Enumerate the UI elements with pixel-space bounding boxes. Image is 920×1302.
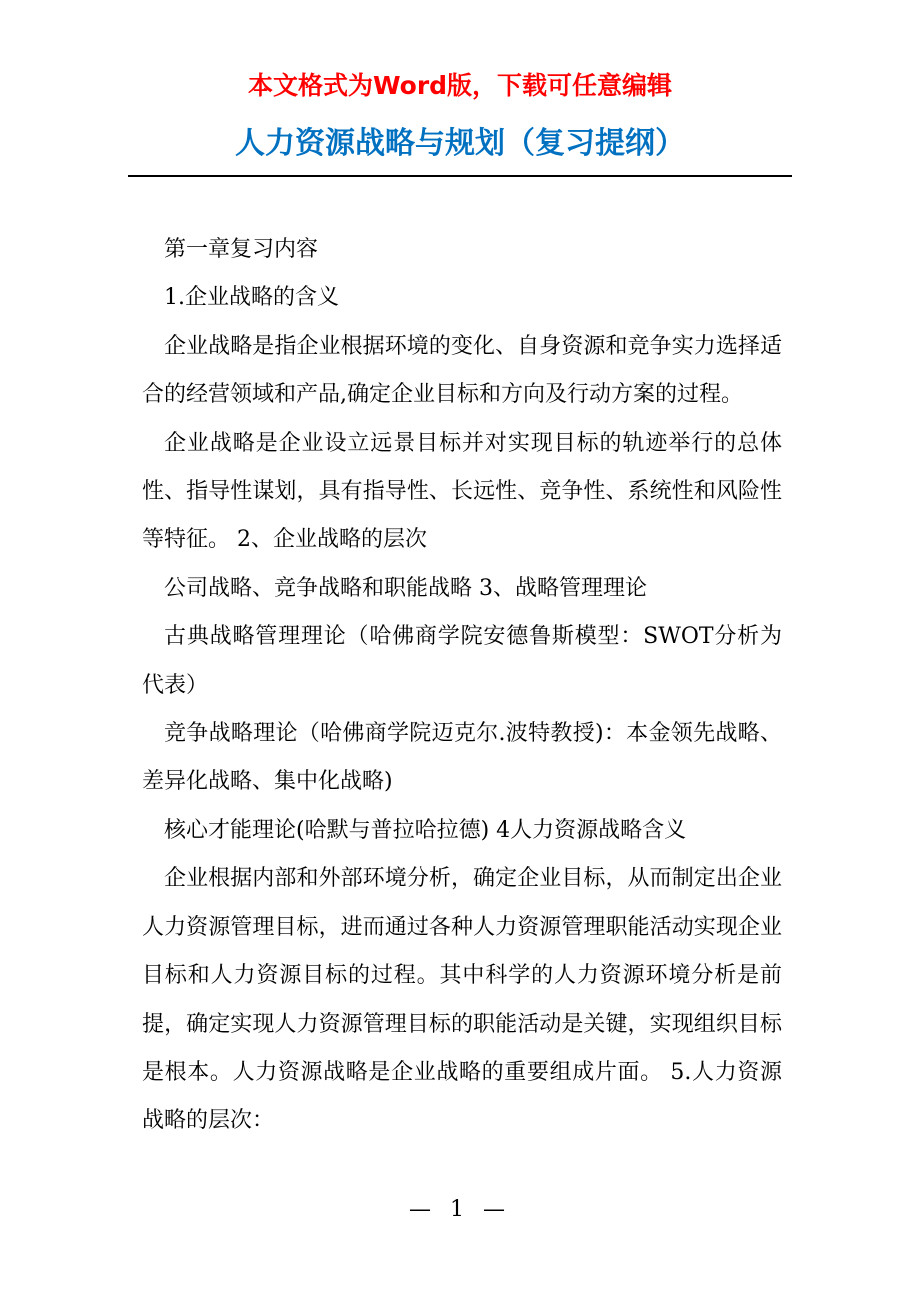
- title-divider: [128, 175, 792, 177]
- document-title: 人力资源战略与规划（复习提纲）: [235, 126, 685, 161]
- paragraph: 企业战略是指企业根据环境的变化、自身资源和竞争实力选择适合的经营领域和产品,确定企业目标和方向及行动方案的过程。: [142, 333, 782, 408]
- paragraph: 公司战略、竞争战略和职能战略 3、战略管理理论: [164, 575, 647, 601]
- paragraph: 企业根据内部和外部环境分析，确定企业目标，从而制定出企业人力资源管理目标，进而通过各种人力资源管理职能活动实现企业目标和人力资源目标的过程。其中科学的人力资源环境分析是前提，确定实现人力资源管理目标的职能活动是关键，实现组织目标是根本。人力资源战略是企业战略的重要组成片面。 5.人力资源战略的层次：: [142, 866, 782, 1134]
- document-body: [142, 226, 782, 1146]
- paragraph: 竞争战略理论（哈佛商学院迈克尔.波特教授)：本金领先战略、差异化战略、集中化战略): [142, 721, 782, 795]
- page-number: — 1 —: [409, 1197, 511, 1222]
- section-heading: 1.企业战略的含义: [164, 285, 339, 311]
- format-notice-banner: 本文格式为Word版，下载可任意编辑: [247, 71, 673, 100]
- paragraph: 企业战略是企业设立远景目标并对实现目标的轨迹举行的总体性、指导性谋划，具有指导性、长远性、竞争性、系统性和风险性等特征。 2、企业战略的层次: [142, 430, 782, 553]
- paragraph: 核心才能理论(哈默与普拉哈拉德) 4人力资源战略含义: [164, 817, 687, 843]
- paragraph: 古典战略管理理论（哈佛商学院安德鲁斯模型：SWOT分析为代表）: [142, 624, 782, 698]
- chapter-heading: 第一章复习内容: [164, 237, 319, 262]
